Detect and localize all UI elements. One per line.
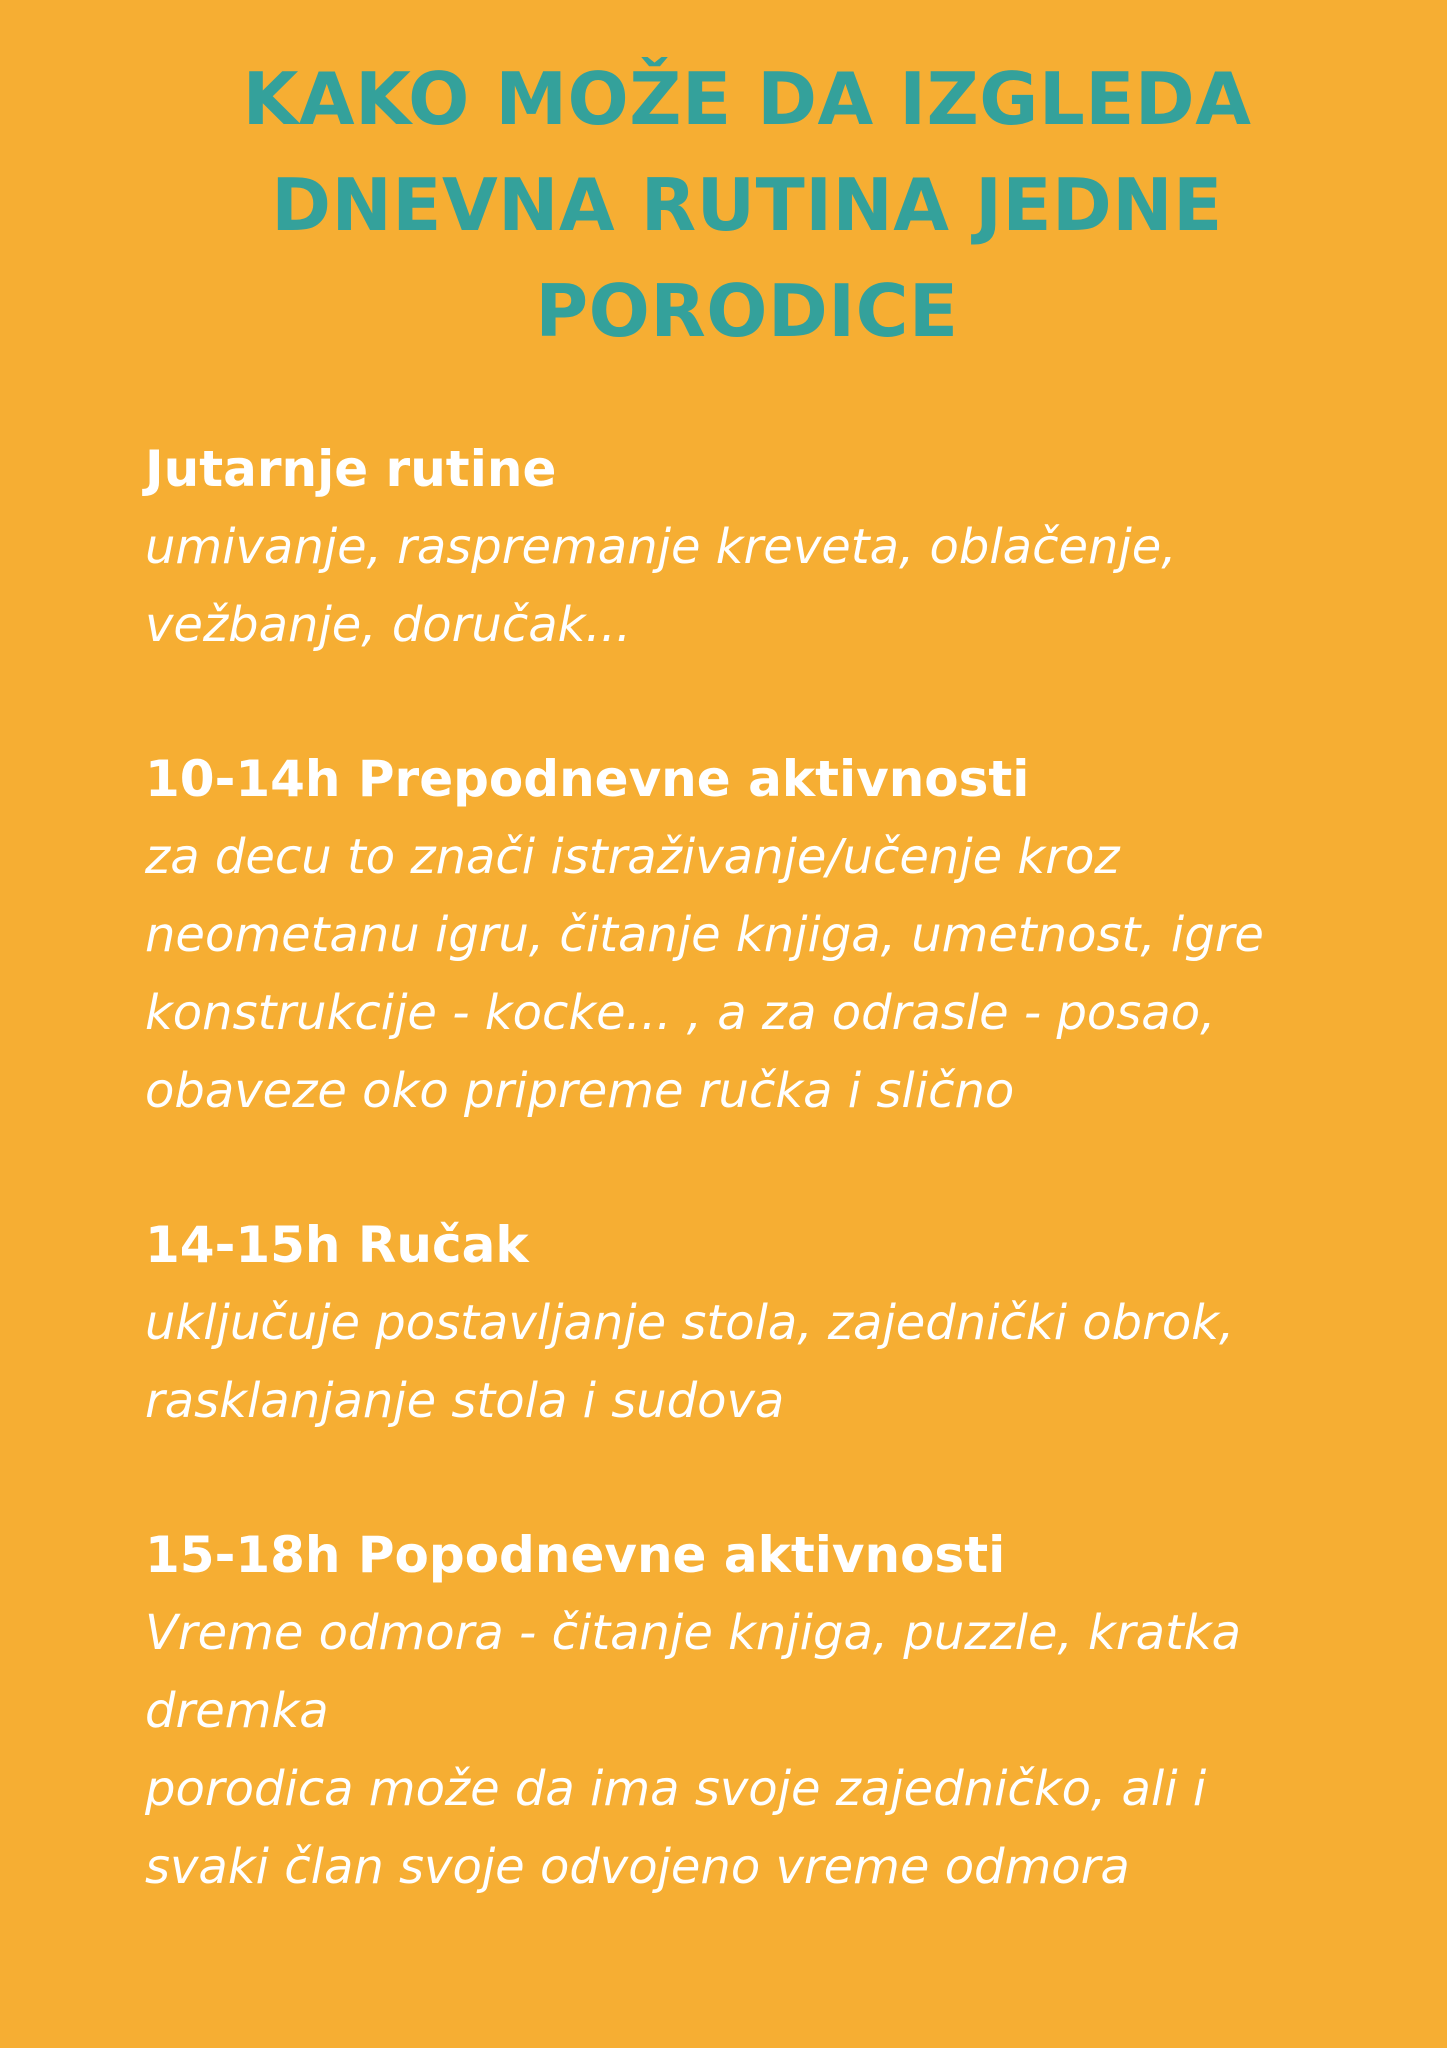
section-text-line: porodica može da ima svoje zajedničko, ali i [145, 1761, 1207, 1817]
section-text-line: konstrukcije - kocke... , a za odrasle - posao, [145, 985, 1216, 1041]
section-text-line: uključuje postavljanje stola, zajednički obrok, [145, 1295, 1235, 1351]
section-lunch [145, 1206, 1405, 1440]
section-heading: 10-14h Prepodnevne aktivnosti [145, 750, 1030, 808]
section-text-line: rasklanjanje stola i sudova [145, 1373, 785, 1429]
title-line-2: DNEVNA RUTINA JEDNE [271, 163, 1223, 247]
section-text-line: Vreme odmora - čitanje knjiga, puzzle, kratka [145, 1605, 1242, 1661]
title-line-1: KAKO MOŽE DA IZGLEDA [242, 57, 1252, 141]
section-text-line: dremka [145, 1683, 329, 1739]
section-text-line: za decu to znači istraživanje/učenje kroz [145, 829, 1120, 885]
section-heading: 15-18h Popodnevne aktivnosti [145, 1526, 1006, 1584]
section-afternoon-activities [145, 1516, 1405, 1906]
section-text-line: umivanje, raspremanje kreveta, oblačenje, [145, 519, 1177, 575]
section-text-line: neometanu igru, čitanje knjiga, umetnost, igre [145, 907, 1264, 963]
routine-list [145, 430, 1405, 1982]
section-text-line: obaveze oko pripreme ručka i slično [145, 1063, 1015, 1119]
section-heading: 14-15h Ručak [145, 1216, 529, 1274]
title-line-3: PORODICE [535, 269, 959, 353]
section-morning-routines [145, 430, 1405, 664]
section-heading: Jutarnje rutine [145, 440, 557, 498]
section-text-line: vežbanje, doručak... [145, 597, 632, 653]
section-morning-activities [145, 740, 1405, 1130]
page-title [0, 46, 1447, 364]
section-text-line: svaki član svoje odvojeno vreme odmora [145, 1839, 1130, 1895]
